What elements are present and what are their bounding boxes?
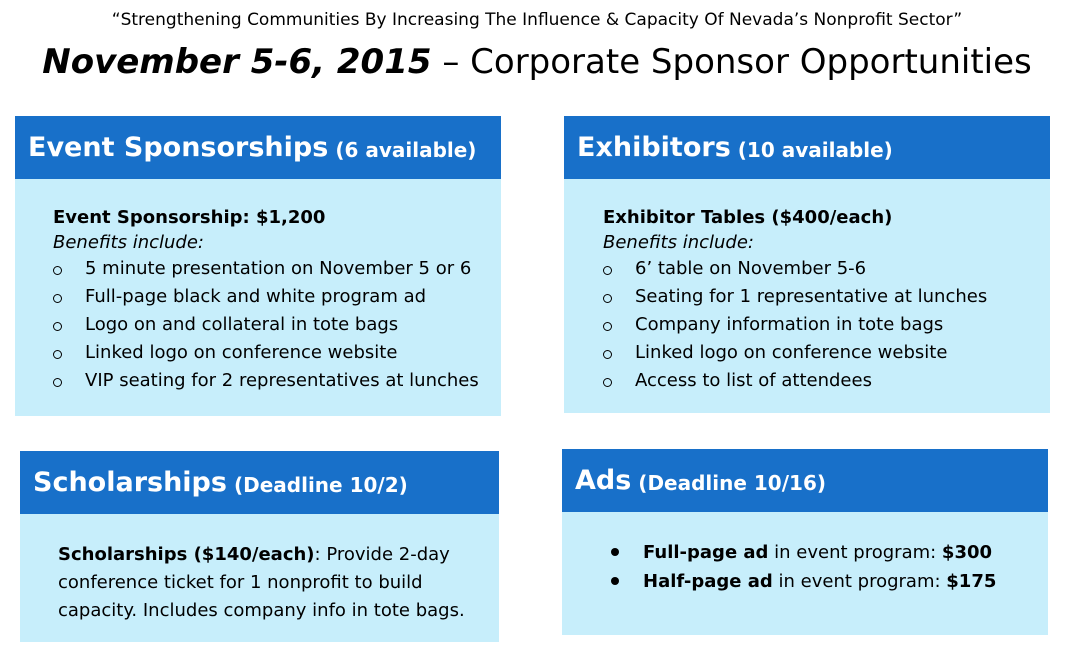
list-item: Linked logo on conference website: [603, 339, 1050, 367]
scholarships-deadline: (Deadline 10/2): [233, 472, 408, 497]
scholarships-description: Scholarships ($140/each): Provide 2-day conference ticket for 1 nonprofit to build capacity. Includes company info in tote bags.: [58, 544, 465, 621]
list-item: 6’ table on November 5-6: [603, 255, 1050, 283]
event-date: November 5-6, 2015: [42, 42, 432, 82]
exhibitor-benefits-list: [603, 255, 1050, 395]
exhibitors-header: [564, 116, 1050, 179]
ads-header: [562, 449, 1048, 512]
scholarships-title: Scholarships: [33, 467, 227, 498]
exhibitors-count: (10 available): [737, 137, 893, 162]
ads-title: Ads: [575, 465, 632, 496]
tagline: “Strengthening Communities By Increasing The Influence & Capacity Of Nevada’s Nonprofit Sector”: [111, 10, 963, 30]
exhibitor-tables-price: Exhibitor Tables ($400/each): [603, 207, 893, 228]
circle-bullet-icon: [603, 350, 612, 359]
circle-bullet-icon: [603, 266, 612, 275]
list-item: Full-page black and white program ad: [53, 283, 501, 311]
circle-bullet-icon: [53, 378, 62, 387]
list-item: Logo on and collateral in tote bags: [53, 311, 501, 339]
event-sponsorship-price: Event Sponsorship: $1,200: [53, 207, 326, 228]
event-sponsorships-body: [15, 179, 501, 416]
circle-bullet-icon: [603, 378, 612, 387]
circle-bullet-icon: [53, 322, 62, 331]
event-benefits-list: [53, 255, 501, 395]
ads-list: [607, 538, 1048, 596]
list-item: Seating for 1 representative at lunches: [603, 283, 1050, 311]
scholarships-panel: [20, 451, 499, 642]
list-item: Linked logo on conference website: [53, 339, 501, 367]
page-title: [0, 42, 1074, 82]
ads-body: [562, 512, 1048, 635]
bullet-icon: [611, 577, 619, 585]
event-sponsorships-count: (6 available): [335, 137, 477, 162]
list-item: Half-page ad in event program: $175: [607, 567, 1048, 596]
exhibitors-panel: [564, 116, 1050, 413]
circle-bullet-icon: [603, 322, 612, 331]
ads-deadline: (Deadline 10/16): [638, 470, 827, 495]
list-item: 5 minute presentation on November 5 or 6: [53, 255, 501, 283]
circle-bullet-icon: [53, 294, 62, 303]
circle-bullet-icon: [53, 266, 62, 275]
event-sponsorships-panel: [15, 116, 501, 416]
scholarships-price: Scholarships ($140/each): [58, 544, 315, 565]
page-title-text: – Corporate Sponsor Opportunities: [431, 42, 1032, 82]
event-sponsorships-title: Event Sponsorships: [28, 132, 329, 163]
scholarships-header: [20, 451, 499, 514]
event-sponsorships-header: [15, 116, 501, 179]
scholarships-body: [20, 514, 499, 642]
event-benefits-label: Benefits include:: [53, 232, 204, 253]
exhibitors-body: [564, 179, 1050, 413]
bullet-icon: [611, 548, 619, 556]
list-item: Access to list of attendees: [603, 367, 1050, 395]
list-item: Company information in tote bags: [603, 311, 1050, 339]
exhibitor-benefits-label: Benefits include:: [603, 232, 754, 253]
exhibitors-title: Exhibitors: [577, 132, 731, 163]
ads-panel: [562, 449, 1048, 635]
list-item: Full-page ad in event program: $300: [607, 538, 1048, 567]
circle-bullet-icon: [603, 294, 612, 303]
list-item: VIP seating for 2 representatives at lunches: [53, 367, 501, 395]
circle-bullet-icon: [53, 350, 62, 359]
